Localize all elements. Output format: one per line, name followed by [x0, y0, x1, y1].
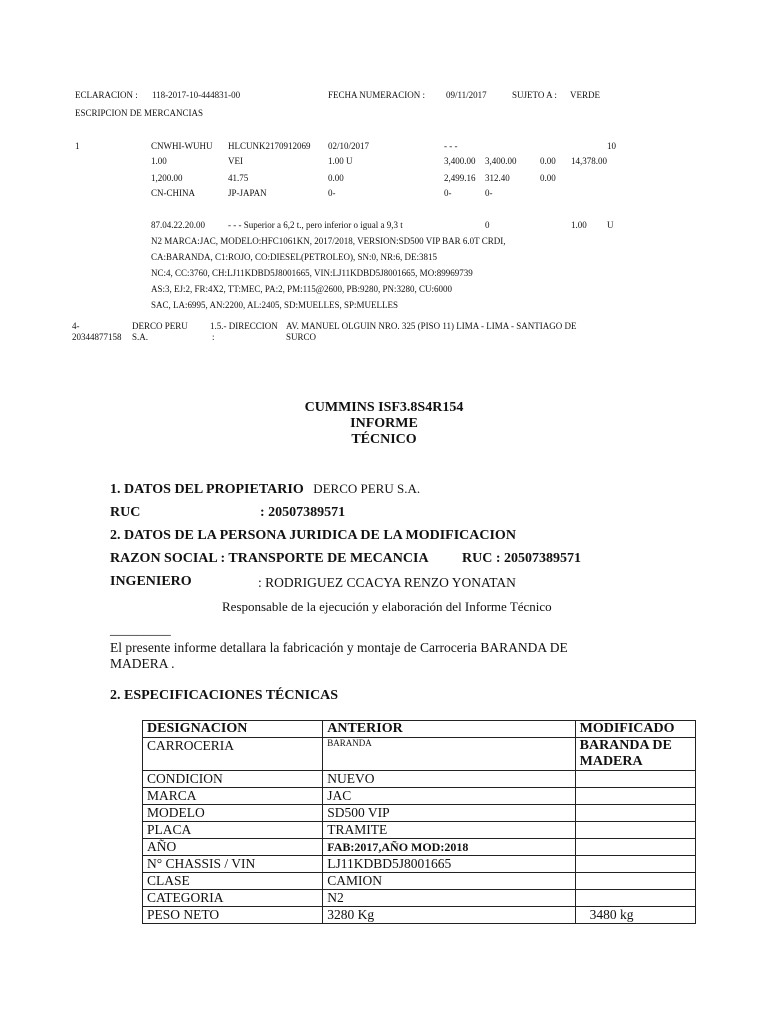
table-row	[143, 771, 696, 788]
row-modificado	[575, 873, 695, 890]
spec-line: CA:BARANDA, C1:ROJO, CO:DIESEL(PETROLEO), SN:0, NR:6, DE:3815	[151, 252, 438, 262]
table-row	[143, 822, 696, 839]
declaration-number: 118-2017-10-444831-00	[152, 90, 241, 100]
especificaciones-heading: 2. ESPECIFICACIONES TÉCNICAS	[110, 688, 339, 703]
consignee-address-cont: SURCO	[286, 332, 317, 342]
goods-cell: 0.00	[540, 173, 556, 183]
fecha-numeracion-value: 09/11/2017	[446, 90, 487, 100]
row-modificado	[575, 788, 695, 805]
report-title-tecnico: TÉCNICO	[351, 432, 417, 447]
goods-cell: 1	[75, 141, 80, 151]
goods-cell: - - -	[444, 141, 458, 151]
row-label: MARCA	[143, 788, 323, 805]
row-anterior: FAB:2017,AÑO MOD:2018	[323, 839, 575, 856]
row-anterior: TRAMITE	[323, 822, 575, 839]
row-anterior: NUEVO	[323, 771, 575, 788]
goods-cell: 10	[607, 141, 616, 151]
table-row	[143, 856, 696, 873]
report-title-informe: INFORME	[350, 416, 418, 431]
razon-social: RAZON SOCIAL : TRANSPORTE DE MECANCIA	[110, 551, 429, 566]
section-propietario-heading	[110, 481, 420, 498]
row-anterior: JAC	[323, 788, 575, 805]
item-code: 87.04.22.20.00	[151, 220, 205, 230]
row-label: MODELO	[143, 805, 323, 822]
item-quantity: 1.00	[571, 220, 587, 230]
item-description: - - - Superior a 6,2 t., pero inferior o igual a 9,3 t	[228, 220, 403, 230]
row-label: CONDICION	[143, 771, 323, 788]
item-zero: 0	[485, 220, 490, 230]
row-label: PLACA	[143, 822, 323, 839]
spec-line: AS:3, EJ:2, FR:4X2, TT:MEC, PA:2, PM:115@2600, PB:9280, PN:3280, CU:6000	[151, 284, 453, 294]
row-label: CLASE	[143, 873, 323, 890]
row-label: AÑO	[143, 839, 323, 856]
intro-line-1: El presente informe detallara la fabricación y montaje de Carroceria BARANDA DE	[110, 640, 568, 655]
row-modificado	[575, 890, 695, 907]
table-row	[143, 890, 696, 907]
table-row	[143, 805, 696, 822]
goods-cell: 0-	[328, 188, 336, 198]
goods-cell: VEI	[228, 156, 243, 166]
report-title-engine: CUMMINS ISF3.8S4R154	[304, 400, 464, 415]
header-anterior: ANTERIOR	[323, 721, 575, 738]
goods-cell: 14,378.00	[571, 156, 607, 166]
goods-cell: 3,400.00	[444, 156, 476, 166]
propietario-value: DERCO PERU S.A.	[313, 481, 421, 496]
descripcion-mercancias-label: ESCRIPCION DE MERCANCIAS	[75, 108, 204, 118]
table-row	[143, 907, 696, 924]
goods-cell: JP-JAPAN	[228, 188, 267, 198]
specifications-table	[142, 720, 696, 924]
goods-cell: 1,200.00	[151, 173, 183, 183]
row-anterior: LJ11KDBD5J8001665	[323, 856, 575, 873]
row-modificado	[575, 856, 695, 873]
razon-ruc: RUC : 20507389571	[462, 551, 581, 566]
row-anterior: BARANDA	[323, 738, 575, 771]
goods-cell: 0.00	[540, 156, 556, 166]
goods-cell: 02/10/2017	[328, 141, 370, 151]
spec-line: NC:4, CC:3760, CH:LJ11KDBD5J8001665, VIN:LJ11KDBD5J8001665, MO:89969739	[151, 268, 473, 278]
table-row	[143, 839, 696, 856]
sujeto-value: VERDE	[570, 90, 600, 100]
fecha-numeracion-label: FECHA NUMERACION :	[328, 90, 426, 100]
table-row	[143, 873, 696, 890]
goods-cell: 312.40	[485, 173, 510, 183]
sujeto-label: SUJETO A :	[512, 90, 557, 100]
goods-cell: 1.00	[151, 156, 167, 166]
goods-cell: 0-	[485, 188, 493, 198]
row-label: N° CHASSIS / VIN	[143, 856, 323, 873]
ruc-label: RUC	[110, 505, 141, 520]
consignee-number: 4-	[72, 321, 80, 331]
intro-line-2: MADERA .	[110, 656, 175, 671]
goods-cell: CNWHI-WUHU	[151, 141, 213, 151]
row-anterior: CAMION	[323, 873, 575, 890]
header-designacion: DESIGNACION	[143, 721, 323, 738]
ingeniero-value: : RODRIGUEZ CCACYA RENZO YONATAN	[258, 575, 516, 590]
signature-line: _________	[110, 622, 171, 637]
row-modificado: BARANDA DE MADERA	[575, 738, 695, 771]
consignee-address: AV. MANUEL OLGUIN NRO. 325 (PISO 11) LIMA - LIMA - SANTIAGO DE	[286, 321, 577, 331]
goods-cell: 2,499.16	[444, 173, 476, 183]
declaration-label: ECLARACION :	[75, 90, 138, 100]
row-modificado	[575, 839, 695, 856]
row-modificado	[575, 822, 695, 839]
consignee-name-suffix: S.A.	[132, 332, 149, 342]
goods-cell: 0.00	[328, 173, 344, 183]
section-persona-juridica-heading: 2. DATOS DE LA PERSONA JURIDICA DE LA MODIFICACION	[110, 528, 516, 543]
consignee-address-label: 1.5.- DIRECCION	[210, 321, 278, 331]
consignee-name: DERCO PERU	[132, 321, 188, 331]
responsable-note: Responsable de la ejecución y elaboración del Informe Técnico	[222, 599, 552, 614]
table-row	[143, 738, 696, 771]
goods-cell: 0-	[444, 188, 452, 198]
row-anterior: N2	[323, 890, 575, 907]
table-row	[143, 788, 696, 805]
consignee-address-colon: :	[212, 332, 215, 342]
spec-line: SAC, LA:6995, AN:2200, AL:2405, SD:MUELLES, SP:MUELLES	[151, 300, 399, 310]
item-unit: U	[607, 220, 614, 230]
goods-cell: 41.75	[228, 173, 249, 183]
section-propietario-label: 1. DATOS DEL PROPIETARIO	[110, 482, 304, 497]
spec-line: N2 MARCA:JAC, MODELO:HFC1061KN, 2017/2018, VERSION:SD500 VIP BAR 6.0T CRDI,	[151, 236, 506, 246]
row-modificado	[575, 771, 695, 788]
row-modificado	[575, 805, 695, 822]
table-header-row	[143, 721, 696, 738]
row-modificado: 3480 kg	[575, 907, 695, 924]
ruc-value: : 20507389571	[260, 505, 346, 520]
row-label: CATEGORIA	[143, 890, 323, 907]
ingeniero-label: INGENIERO	[110, 574, 192, 589]
row-anterior: SD500 VIP	[323, 805, 575, 822]
goods-cell: 3,400.00	[485, 156, 517, 166]
goods-cell: 1.00 U	[328, 156, 353, 166]
consignee-ruc: 20344877158	[72, 332, 122, 342]
goods-cell: HLCUNK2170912069	[228, 141, 311, 151]
row-label: PESO NETO	[143, 907, 323, 924]
row-label: CARROCERIA	[143, 738, 323, 771]
header-modificado: MODIFICADO	[575, 721, 695, 738]
row-anterior: 3280 Kg	[323, 907, 575, 924]
goods-cell: CN-CHINA	[151, 188, 195, 198]
